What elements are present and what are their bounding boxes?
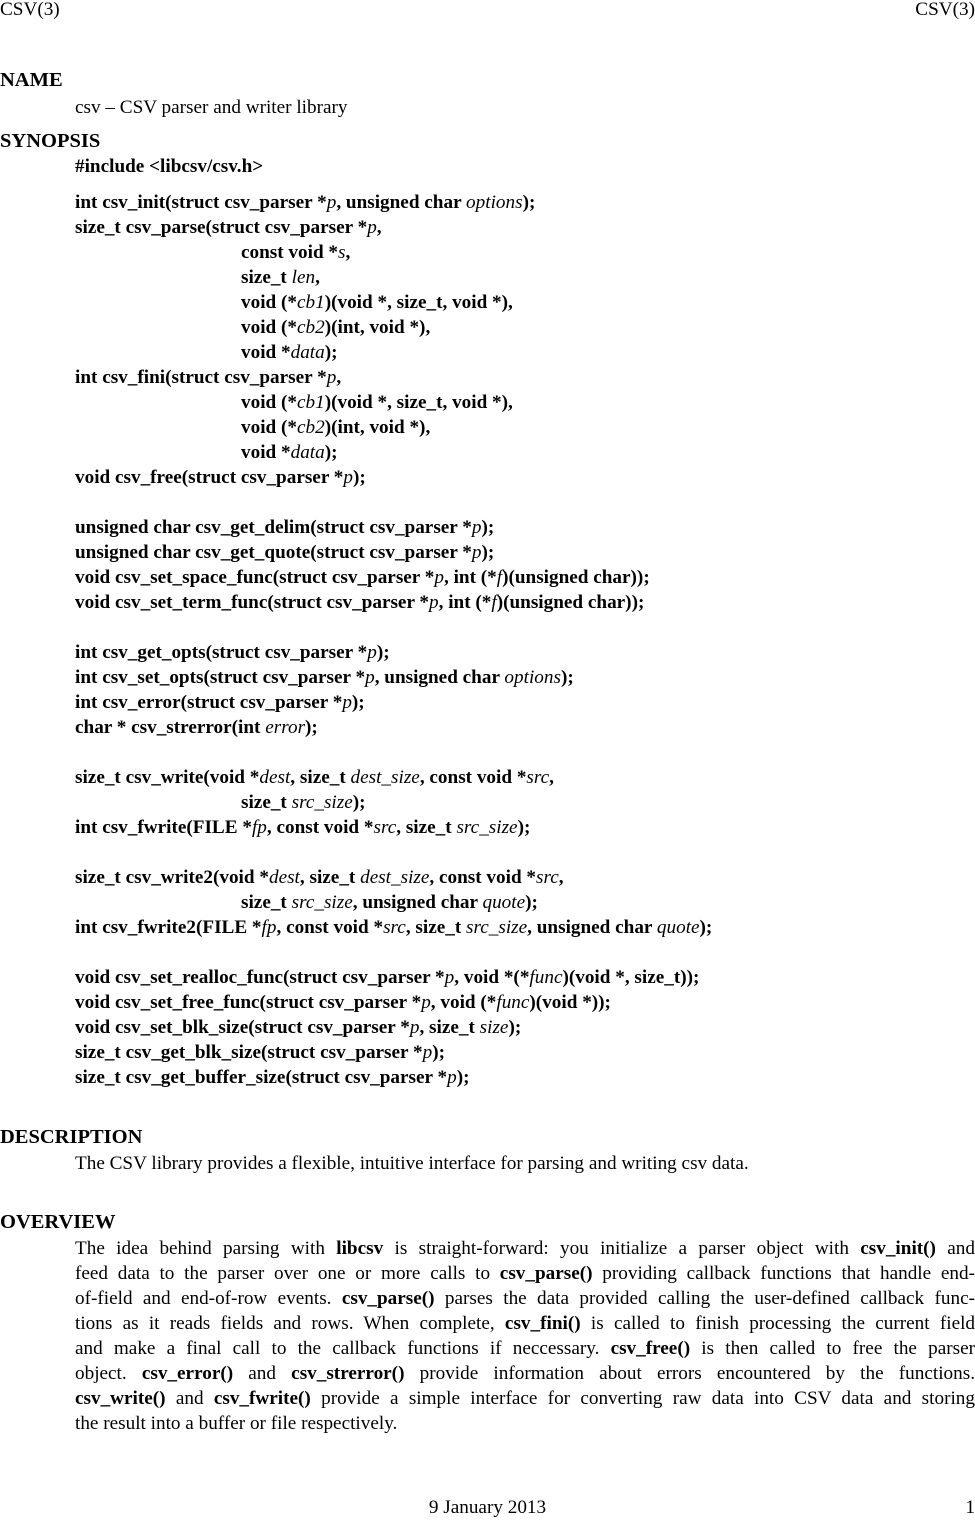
code-text: );	[324, 442, 338, 463]
code-text: );	[456, 1067, 470, 1088]
param-name: p	[422, 1042, 433, 1063]
code-text: void (*	[241, 392, 297, 413]
param-name: len	[291, 267, 316, 288]
synopsis-line	[75, 465, 712, 490]
param-name: p	[471, 517, 482, 538]
param-name: p	[409, 1017, 420, 1038]
body-text: of-field and end-of-row events.	[75, 1288, 342, 1309]
body-text: provide a simple interface for converting raw data into CSV data and storing	[310, 1388, 975, 1409]
param-name: cb2	[296, 417, 325, 438]
section-title-description: DESCRIPTION	[0, 1126, 143, 1148]
code-text: , const void *	[276, 917, 384, 938]
code-text: );	[376, 642, 390, 663]
function-ref: csv_error()	[141, 1363, 234, 1384]
section-title-overview: OVERVIEW	[0, 1211, 116, 1233]
code-text: , const void *	[429, 867, 537, 888]
param-name: dest_size	[360, 867, 430, 888]
code-text: size_t csv_parse(struct csv_parser *	[75, 217, 368, 238]
synopsis-line	[75, 390, 712, 415]
code-text: );	[525, 892, 538, 913]
code-text: void (*	[241, 417, 297, 438]
param-name: dest	[268, 867, 300, 888]
header-right: CSV(3)	[915, 0, 975, 20]
description-text: The CSV library provides a flexible, intuitive interface for parsing and writing csv data.	[75, 1153, 749, 1174]
body-text: tions as it reads fields and rows. When complete,	[75, 1313, 505, 1334]
code-text: size_t csv_get_blk_size(struct csv_parser *	[75, 1042, 423, 1063]
code-text: )(int, void *),	[324, 317, 431, 338]
code-text: ,	[345, 242, 351, 263]
code-text: char * csv_strerror(int	[75, 717, 266, 738]
code-text: )(unsigned char));	[496, 592, 645, 613]
code-text: , unsigned char	[352, 892, 483, 913]
function-ref: libcsv	[336, 1238, 384, 1259]
code-text: int csv_fini(struct csv_parser *	[75, 367, 327, 388]
code-text: );	[351, 692, 365, 713]
function-ref: csv_fini()	[504, 1313, 581, 1334]
param-name: dest_size	[350, 767, 420, 788]
param-name: s	[338, 242, 346, 263]
code-text: void csv_set_free_func(struct csv_parser *	[75, 992, 422, 1013]
body-text: is then called to free the parser	[690, 1338, 975, 1359]
overview-line	[75, 1286, 975, 1311]
code-text: int csv_init(struct csv_parser *	[75, 192, 327, 213]
param-name: error	[265, 717, 306, 738]
code-text: int csv_set_opts(struct csv_parser *	[75, 667, 366, 688]
param-name: p	[434, 567, 444, 588]
param-name: quote	[482, 892, 526, 913]
header-left: CSV(3)	[0, 0, 60, 20]
synopsis-line	[75, 565, 712, 590]
body-text: The idea behind parsing with	[75, 1238, 337, 1259]
synopsis-line	[75, 240, 712, 265]
code-text: size_t	[241, 792, 292, 813]
body-text: feed data to the parser over one or more calls to	[75, 1263, 500, 1284]
param-name: src	[536, 867, 559, 888]
param-name: src	[383, 917, 406, 938]
code-text: void csv_set_realloc_func(struct csv_parser *	[75, 967, 445, 988]
code-text: int csv_error(struct csv_parser *	[75, 692, 343, 713]
footer-date: 9 January 2013	[428, 1497, 547, 1518]
param-name: src_size	[291, 792, 353, 813]
synopsis-line	[75, 1040, 712, 1065]
function-ref: csv_parse()	[499, 1263, 593, 1284]
code-text: void (*	[241, 317, 297, 338]
code-text: )(void *));	[529, 992, 611, 1013]
synopsis-line	[75, 1065, 712, 1090]
synopsis-line	[75, 340, 712, 365]
param-name: src_size	[291, 892, 353, 913]
code-text: void csv_set_term_func(struct csv_parser *	[75, 592, 430, 613]
code-text: , size_t	[396, 817, 457, 838]
code-text: , int (*	[438, 592, 492, 613]
overview-line	[75, 1386, 975, 1411]
code-text: , unsigned char	[374, 667, 505, 688]
param-name: p	[365, 667, 375, 688]
synopsis-line	[75, 190, 712, 215]
body-text: parses the data provided calling the user-defined callback func-	[434, 1288, 975, 1309]
code-text: int csv_fwrite(FILE *	[75, 817, 252, 838]
section-title-synopsis: SYNOPSIS	[0, 130, 101, 152]
synopsis-line	[75, 990, 712, 1015]
code-text: , void (*	[430, 992, 497, 1013]
code-text: );	[508, 1017, 522, 1038]
overview-line	[75, 1261, 975, 1286]
overview-line	[75, 1411, 975, 1436]
synopsis-line	[75, 515, 712, 540]
code-text: );	[517, 817, 531, 838]
overview-line	[75, 1311, 975, 1336]
code-text: int csv_get_opts(struct csv_parser *	[75, 642, 368, 663]
synopsis-line	[75, 365, 712, 390]
code-text: , int (*	[443, 567, 497, 588]
function-ref: csv_fwrite()	[213, 1388, 311, 1409]
param-name: src_size	[466, 917, 528, 938]
overview-paragraph	[75, 1236, 975, 1436]
code-text: , unsigned char	[527, 917, 657, 938]
param-name: cb1	[296, 292, 325, 313]
synopsis-spacer	[75, 490, 712, 515]
function-ref: csv_parse()	[341, 1288, 435, 1309]
param-name: p	[471, 542, 482, 563]
code-text: , size_t	[405, 917, 467, 938]
synopsis-line	[75, 415, 712, 440]
body-text: and make a final call to the callback functions if neccessary.	[75, 1338, 611, 1359]
body-text: provide information about errors encountered by the functions.	[404, 1363, 975, 1384]
param-name: p	[367, 642, 377, 663]
param-name: cb2	[296, 317, 325, 338]
param-name: p	[326, 192, 337, 213]
include-line: #include <libcsv/csv.h>	[75, 156, 264, 177]
code-text: );	[352, 467, 366, 488]
param-name: f	[491, 592, 497, 613]
param-name: data	[290, 442, 325, 463]
param-name: options	[504, 667, 561, 688]
code-text: ,	[558, 867, 564, 888]
function-ref: csv_init()	[860, 1238, 936, 1259]
param-name: p	[342, 692, 352, 713]
param-name: data	[290, 342, 325, 363]
body-text: is called to finish processing the current field	[580, 1313, 975, 1334]
param-name: options	[466, 192, 523, 213]
code-text: void csv_set_space_func(struct csv_parser *	[75, 567, 435, 588]
synopsis-line	[75, 1015, 712, 1040]
code-text: unsigned char csv_get_delim(struct csv_parser *	[75, 517, 472, 538]
body-text: and	[233, 1363, 292, 1384]
synopsis-spacer	[75, 615, 712, 640]
body-text: and	[935, 1238, 975, 1259]
body-text: is straight-forward: you initialize a parser object with	[383, 1238, 861, 1259]
param-name: cb1	[296, 392, 325, 413]
code-text: void csv_free(struct csv_parser *	[75, 467, 344, 488]
param-name: p	[429, 592, 439, 613]
function-ref: csv_free()	[610, 1338, 691, 1359]
synopsis-line	[75, 915, 712, 940]
synopsis-line	[75, 690, 712, 715]
code-text: ,	[376, 217, 382, 238]
synopsis-line	[75, 440, 712, 465]
name-description: csv – CSV parser and writer library	[75, 97, 348, 118]
code-text: );	[324, 342, 338, 363]
code-text: );	[522, 192, 536, 213]
param-name: src	[373, 817, 397, 838]
synopsis-line	[75, 640, 712, 665]
code-text: );	[481, 542, 495, 563]
synopsis-line	[75, 665, 712, 690]
code-text: size_t csv_get_buffer_size(struct csv_parser *	[75, 1067, 448, 1088]
param-name: quote	[656, 917, 700, 938]
body-text: object.	[75, 1363, 142, 1384]
param-name: src	[526, 767, 550, 788]
code-text: size_t	[241, 267, 292, 288]
param-name: dest	[259, 767, 291, 788]
code-text: )(void *, size_t));	[562, 967, 700, 988]
code-text: void (*	[241, 292, 297, 313]
code-text: , void *(*	[454, 967, 530, 988]
code-text: );	[481, 517, 495, 538]
code-text: ,	[336, 367, 342, 388]
code-text: const void *	[241, 242, 339, 263]
body-text: and	[165, 1388, 214, 1409]
code-text: );	[699, 917, 713, 938]
section-title-name: NAME	[0, 69, 63, 91]
param-name: p	[447, 1067, 457, 1088]
synopsis-line	[75, 590, 712, 615]
param-name: p	[421, 992, 431, 1013]
code-text: size_t csv_write2(void *	[75, 867, 269, 888]
code-text: );	[432, 1042, 445, 1063]
overview-line	[75, 1361, 975, 1386]
function-ref: csv_strerror()	[291, 1363, 405, 1384]
param-name: p	[444, 967, 455, 988]
code-text: )(unsigned char));	[502, 567, 650, 588]
overview-line	[75, 1336, 975, 1361]
code-text: ,	[549, 767, 554, 788]
synopsis-line	[75, 965, 712, 990]
code-text: ,	[315, 267, 320, 288]
synopsis-spacer	[75, 840, 712, 865]
param-name: func	[496, 992, 530, 1013]
synopsis-line	[75, 265, 712, 290]
function-ref: csv_write()	[75, 1388, 166, 1409]
code-text: )(int, void *),	[324, 417, 431, 438]
code-text: size_t	[241, 892, 292, 913]
synopsis-line	[75, 215, 712, 240]
param-name: src_size	[456, 817, 518, 838]
code-text: , const void *	[266, 817, 374, 838]
code-text: void *	[241, 442, 291, 463]
param-name: p	[367, 217, 377, 238]
synopsis-function-list	[75, 190, 712, 1090]
code-text: );	[560, 667, 574, 688]
param-name: size	[479, 1017, 509, 1038]
footer-page-number: 1	[965, 1497, 975, 1518]
code-text: )(void *, size_t, void *),	[324, 292, 513, 313]
synopsis-line	[75, 890, 712, 915]
param-name: p	[326, 367, 337, 388]
synopsis-line	[75, 715, 712, 740]
synopsis-line	[75, 790, 712, 815]
code-text: , unsigned char	[336, 192, 467, 213]
synopsis-block	[75, 154, 712, 1090]
code-text: );	[305, 717, 318, 738]
param-name: p	[343, 467, 353, 488]
code-text: int csv_fwrite2(FILE *	[75, 917, 262, 938]
code-text: , size_t	[290, 767, 351, 788]
overview-line	[75, 1236, 975, 1261]
code-text: , size_t	[419, 1017, 480, 1038]
code-text: , size_t	[299, 867, 361, 888]
code-text: )(void *, size_t, void *),	[324, 392, 513, 413]
code-text: , const void *	[419, 767, 527, 788]
body-text: providing callback functions that handle end-	[592, 1263, 975, 1284]
code-text: size_t csv_write(void *	[75, 767, 260, 788]
synopsis-line	[75, 765, 712, 790]
code-text: void *	[241, 342, 291, 363]
synopsis-line	[75, 540, 712, 565]
synopsis-spacer	[75, 940, 712, 965]
param-name: f	[496, 567, 503, 588]
param-name: fp	[251, 817, 267, 838]
body-text: the result into a buffer or file respectively.	[75, 1413, 398, 1434]
code-text: void csv_set_blk_size(struct csv_parser *	[75, 1017, 410, 1038]
synopsis-line	[75, 290, 712, 315]
param-name: fp	[261, 917, 277, 938]
code-text: unsigned char csv_get_quote(struct csv_parser *	[75, 542, 472, 563]
code-text: );	[352, 792, 366, 813]
param-name: func	[529, 967, 563, 988]
synopsis-spacer	[75, 740, 712, 765]
synopsis-line	[75, 315, 712, 340]
synopsis-line	[75, 815, 712, 840]
synopsis-line	[75, 865, 712, 890]
